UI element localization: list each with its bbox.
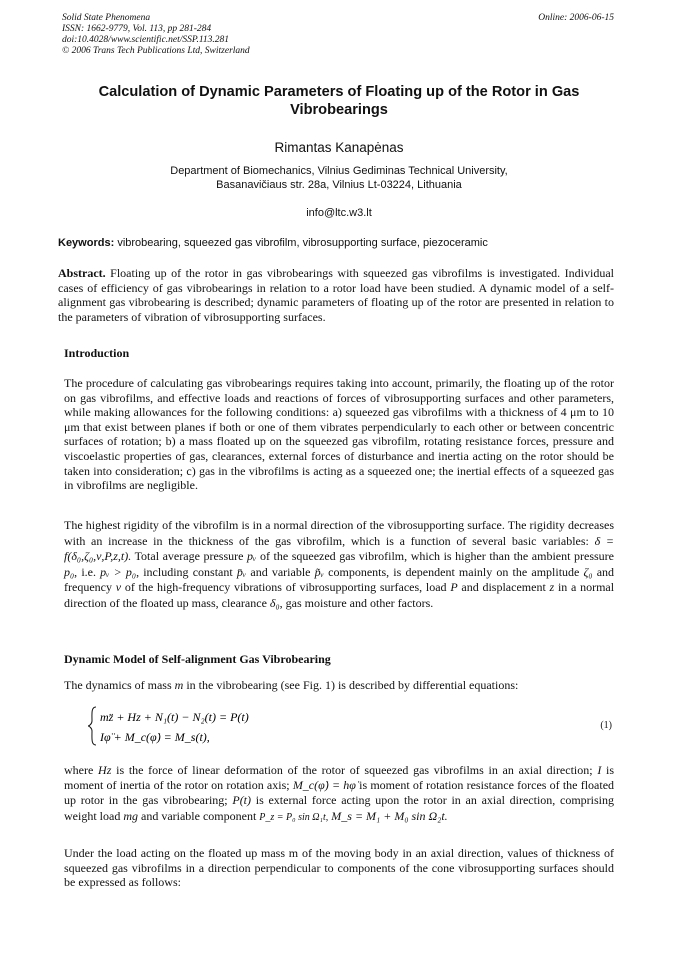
equation-1-svg: [88, 705, 388, 747]
affiliation-line-1: Department of Biomechanics, Vilnius Gediminas Technical University,: [170, 165, 508, 177]
journal-doi[interactable]: doi:10.4028/www.scientific.net/SSP.113.281: [62, 35, 230, 45]
model-load-paragraph: Under the load acting on the floated up mass m of the moving body in an axial direction, values of thickness of squeezed gas vibrofilms in a direction perpendicular to components of the cone vibrosupporting surfaces should be expressed as follows:: [64, 846, 614, 890]
thickness-function: δ = f(δ₀,ζ₀,ν,P,z,t).: [64, 533, 614, 563]
model-intro: The dynamics of mass m in the vibrobearing (see Fig. 1) is described by differential equations:: [64, 678, 519, 692]
equation-1: [88, 705, 614, 747]
keywords-list: vibrobearing, squeezed gas vibrofilm, vibrosupporting surface, piezoceramic: [117, 237, 488, 249]
model-heading: Dynamic Model of Self-alignment Gas Vibrobearing: [64, 652, 331, 666]
abstract-label: Abstract.: [58, 266, 106, 280]
online-date: Online: 2006-06-15: [538, 13, 614, 23]
abstract: [58, 266, 614, 324]
keywords: [58, 237, 620, 249]
affiliation-line-2: Basanavičiaus str. 28a, Vilnius Lt-03224, Lithuania: [216, 179, 462, 191]
journal-header: [62, 13, 250, 57]
author-affiliation: [58, 164, 620, 192]
keywords-label: Keywords:: [58, 237, 115, 249]
paper-author: Rimantas Kanapėnas: [274, 140, 404, 155]
equation-1-number: (1): [600, 720, 612, 731]
introduction-heading: Introduction: [64, 346, 130, 360]
equation-1-line-2: Iφ̈ + M_c(φ̇) = M_s(t),: [100, 730, 210, 744]
author-email[interactable]: info@ltc.w3.lt: [306, 207, 372, 219]
abstract-text: Floating up of the rotor in gas vibrobearings with squeezed gas vibrofilms is investigated. Individual cases of efficiency of gas vibrobearings in relation to a rotor load have been studied. A dynamic model of a self-alignment gas vibrobearing is described; dynamic parameters of floating up of the rotor are presented in relation to the parameters of vibration of vibrosupporting surfaces.: [58, 266, 614, 324]
journal-copyright: © 2006 Trans Tech Publications Ltd, Switzerland: [62, 46, 250, 56]
journal-issn: ISSN: 1662-9779, Vol. 113, pp 281-284: [62, 24, 212, 34]
journal-name: Solid State Phenomena: [62, 13, 151, 23]
paper-title: Calculation of Dynamic Parameters of Floating up of the Rotor in Gas Vibrobearings: [98, 84, 580, 118]
model-where-paragraph: where Hz is the force of linear deformation of the rotor of squeezed gas vibrofilms in an axial direction; I is moment of inertia of the rotor on rotation axis; M_c(φ̇) = hφ̇ is moment of rotation resistance forces of the floated up rotor in the gas vibrobearing; P(t) is external force acting upon the rotor in an axial direction, comprising weight load mg and variable component P_z = P₀ sin Ω₁t, M_s = M₁ + M₀ sin Ω₂t.: [64, 763, 615, 823]
introduction-paragraph-2: The highest rigidity of the vibrofilm is in a normal direction of the vibrosupporting surface. The rigidity decreases with an increase in the thickness of the gas vibrofilm, which is a function of several basic variables: δ = f(δ₀,ζ₀,ν,P,z,t). Total average pressure pᵥ of the squeezed gas vibrofilm, which is higher than the ambient pressure p₀, i.e. pᵥ > p₀, including constant p̄ᵥ and variable p̃ᵥ components, is dependent mainly on the amplitude ζ₀ and frequency ν of the high-frequency vibrations of vibrosupporting surfaces, load P and displacement z in a normal direction of the floated up mass, clearance δ₀, gas moisture and other factors.: [64, 518, 615, 610]
introduction-paragraph-1: The procedure of calculating gas vibrobearings requires taking into account, primarily, the floating up of the rotor on gas vibrofilms, and effective loads and reactions of forces of vibrosupporting surfaces and other parameters, while making allowances for the following conditions: a) squeezed gas vibrofilms with a thickness of 4 μm to 10 μm that exist between planes if both or one of them vibrates perpendicularly to each other or between concentric surfaces of rotation; b) a mass floated up on the squeezed gas vibrofilm, rotating resistance forces, pressure and viscoelastic properties of gas, clearances, external forces of disturbance and inertia acting on the rotor should be taken into consideration; c) gas in the vibrofilms is acting as a squeezed one; the inertial effects of a squeezed gas in vibrofilms are negligible.: [64, 376, 614, 493]
equation-1-line-1: mz̈ + Hz + N₁(t) − N₂(t) = P(t): [100, 710, 249, 724]
